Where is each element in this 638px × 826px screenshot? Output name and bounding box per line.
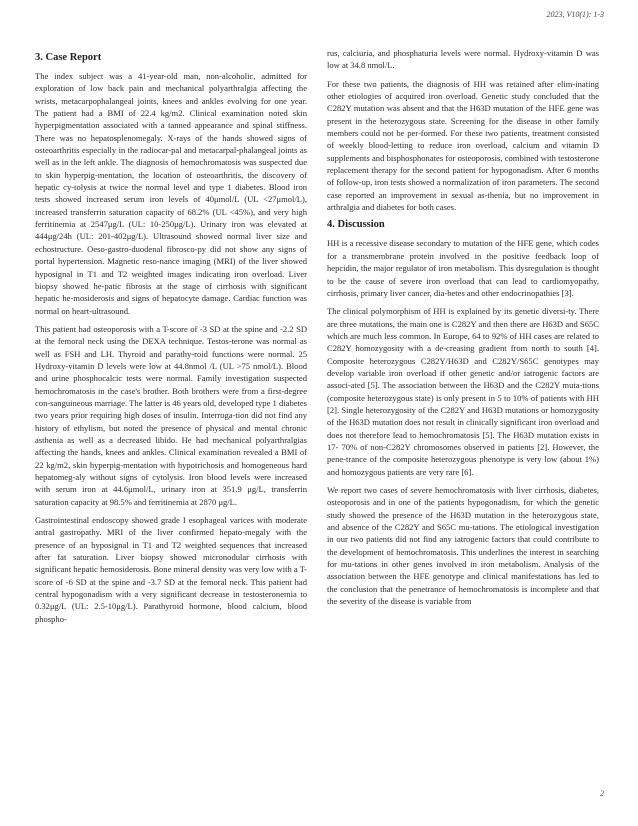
- paragraph: For these two patients, the diagnosis of HH was retained after elim-inating other etiologies of acquired iron overload. Genetic study concluded that the C282Y mutation was absent and that the H63D mutation of the HFE gene was present in the heterozygous state. Screening for the disease in other family members could not be per-formed. For these two patients, treatment consisted of weekly blood-letting to reduce iron overload, calcium and vitamin D supplements and bisphosphonates for osteoporosis, combined with testosterone replacement therapy for the second patient for hypogonadism. After 6 months of follow-up, iron tests showed a normalization of iron parameters. The second case reported an improvement in sexual as-thenia, but no improvement in arthralgia and diabetes for both cases.: [327, 78, 599, 213]
- paragraph: rus, calciuria, and phosphaturia levels were normal. Hydroxy-vitamin D was low at 34.8 nmol/L.: [327, 48, 599, 71]
- left-column: [35, 52, 307, 631]
- paragraph: This patient had osteoporosis with a T-score of -3 SD at the spine and -2.2 SD at the femoral neck using the DEXA technique. Testos-terone was normal as well as FSH and LH. Thyroid and parathy-roid functions were normal. 25 Hydroxy-vitamin D levels were low at 44.8nmol /L (UL >75 nmol/L). Blood and urine phosphocalcic tests were normal. Family investigation suspected hemochromatosis in the case's brother. Both brothers were from a first-degree con-sanguineous marriage. The latter is 46 years old, developed type 1 diabetes two years prior requiring high doses of insulin. Interroga-tion did not find any history of ethylism, but noted the presence of physical and mental chronic asthenia as well as a decreased libido. He had mechanical polyarthralgias affecting the hands, knees and ankles. Clinical examination revealed a BMI of 22 kg/m2, skin hyperpig-mentation with hypotrichosis and homogeneous hard hepatomeg-aly without signs of cytolysis. Iron blood levels were increased with serum iron at 44.6μmol/L, urinary iron at 351.9 μg/L, transferrin saturation capacity at 98.5% and ferritinemia at 2870 μg/L.: [35, 323, 307, 507]
- right-column: [327, 47, 599, 613]
- paragraph: The clinical polymorphism of HH is explained by its genetic diversi-ty. There are three mutations, the main one is C282Y and then there are H63D and S65C which are much less common. In Europe, 64 to 92% of HH cases are related to C282Y homozygosity with a de-creasing gradient from north to south [4]. Composite heterozygous C282Y/H63D and C282Y/S65C genotypes may develop variable iron overload if other genetic and/or iatrogenic factors are associ-ated [5]. The association between the H63D and the C282Y muta-tions (composite heterozygous state) is only present in 5 to 10% of patients with HH [2]. Single heterozygosity of the C282Y and H63D mutations or homozygosity of the H63D mutation does not result in clinically significant iron overload and does not therefore lead to hemochromatosis [5]. The H63D mutation exists in 17- 70% of non-C282Y chromosomes observed in patients [2]. However, the pene-trance of the composite heterozygous phenotype is very low (about 1%) and homozygous patients are very rare [6].: [327, 306, 599, 477]
- running-head: 2023, V10(1): 1-3: [546, 10, 604, 19]
- paragraph: Gastrointestinal endoscopy showed grade I esophageal varices with moderate antral gastropathy. MRI of the liver confirmed hepato-megaly with the presence of an hyposignal in T1 and T2 weighted sequences that increased after fat saturation. Liver biopsy showed micronodular cirrhosis with significant hepatic hemosiderosis. Bone mineral density was very low with a T-score of -6 SD at the spine and -3.7 SD at the femoral neck. This patient had central hypogonadism with a very significant decrease in testosteronemia to 0.32μg/L (UL: 2.5-10μg/L). Parathyroid hormone, blood calcium, blood phospho-: [35, 515, 307, 624]
- paragraph: The index subject was a 41-year-old man, non-alcoholic, admitted for exploration of low back pain and mechanical polyarthralgia affecting the wrists, metacarpophalangeal joints, knees and ankles evolving for one year. The patient had a BMI of 22.4 kg/m2. Clinical examination noted skin hyperpigmentation associated with a tanned appearance and spinal stiffness. There was no hepatosplenomegaly. X-rays of the hands showed signs of osteoarthritis especially in the radiocar-pal and metacarpal-phalangeal joints as well as in the left ankle. The diagnosis of hemochromatosis was suspected due to skin hyperpig-mentation, the location of osteoarthritis, the discovery of hepatic cy-tolysis at twice the normal level and type 1 diabetes. Blood iron tests showed increased serum iron levels of 40μmol/L (UL <27μmol/L), increased transferrin saturation capacity of 68.2% (UL <45%), and very high ferritinemia at 2547μg/L (UL: 10-250μg/L). Urinary iron was elevated at 444μg/24h (UL: 201-402μg/L). Ultrasound showed normal liver size and echostructure. Oeso-gastro-duodenal fibrosco-py did not show any signs of portal hypertension. Magnetic reso-nance imaging (MRI) of the liver showed hyposignal in T1 and T2 weighted images indicating iron overload. Liver biopsy showed he-patic fibrosis at the stage of cirrhosis with significant hepatic he-mosiderosis and signs of hepatocyte damage. Cardiac function was normal on heart-ultrasound.: [35, 71, 307, 316]
- paragraph: We report two cases of severe hemochromatosis with liver cirrhosis, diabetes, osteoporosis and in one of the patients hypogonadism, for which the genetic study showed the presence of the H63D mutation in the heterozygous state, and absence of the C282Y and S65C mu-tations. The etiological investigation in our two patients did not find any iatrogenic factors that could contribute to the development of hemochromatosis. This underlines the interest in searching for mu-tations in other genes involved in iron metabolism. Analysis of the association between the HFE genotype and clinical manifestations has led to the conclusion that the penetrance of hemochromatosis is incomplete and that the severity of the disease is variable from: [327, 485, 599, 607]
- page-number: 2: [600, 789, 604, 798]
- paragraph: HH is a recessive disease secondary to mutation of the HFE gene, which codes for a transmembrane protein involved in the positive feedback loop of hepcidin, the major regulator of iron metabolism. This dysregulation is thought to be the cause of severe iron overload that can lead to cardiomyopathy, cirrhosis, primary liver cancer, dia-betes and other endocrinopathies [3].: [327, 238, 599, 298]
- section-title-discussion: 4. Discussion: [327, 219, 385, 231]
- section-title-case-report: 3. Case Report: [35, 52, 102, 63]
